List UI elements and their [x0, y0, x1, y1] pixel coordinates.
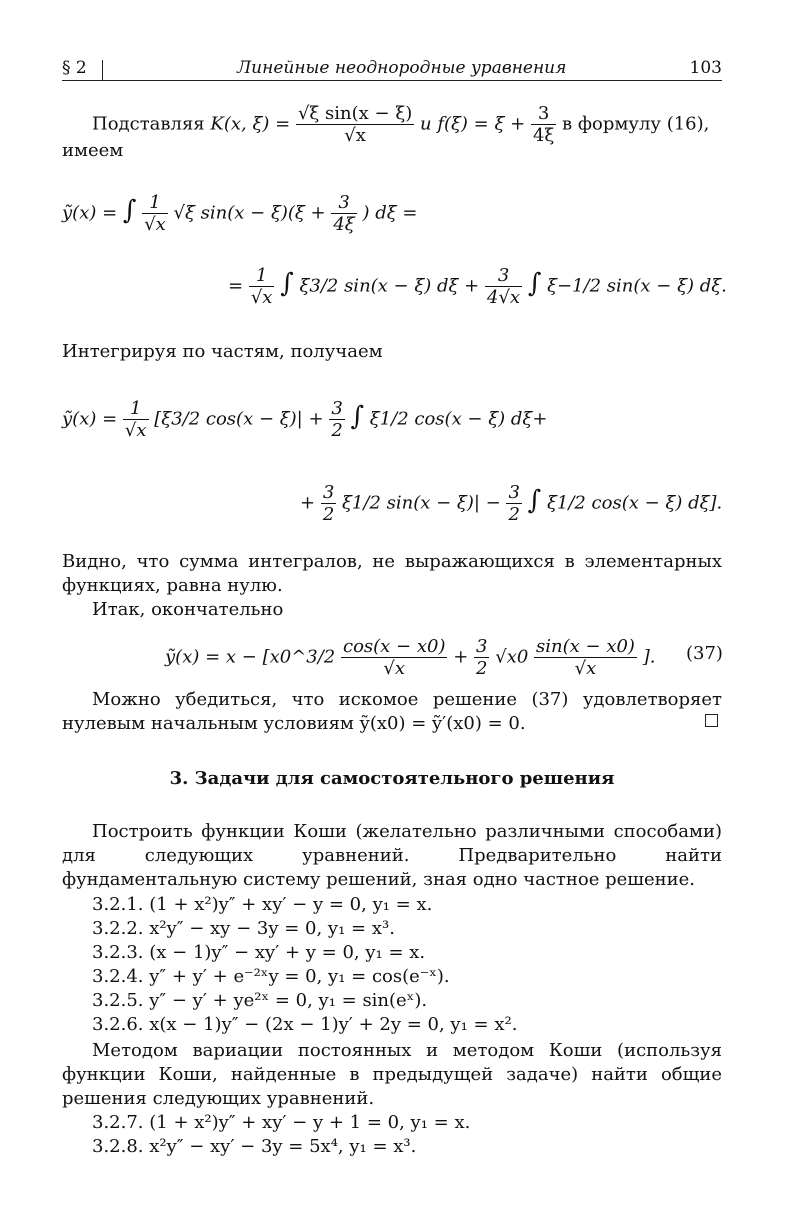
problem-list-1: [92, 893, 517, 1037]
num: 3: [531, 103, 556, 125]
num: 3: [331, 192, 356, 214]
lhs: ỹ(x) = x − [x0^3/2: [165, 646, 336, 668]
para-finally: Итак, окончательно: [92, 599, 284, 620]
problem-item: 3.2.1. (1 + x²)y″ + xy′ − y = 0, y₁ = x.: [92, 894, 433, 915]
frac: [249, 265, 275, 308]
text: Подставляя: [92, 113, 205, 135]
equation-number: (37): [686, 643, 723, 664]
den: √x: [383, 658, 406, 679]
problem-list-2: [92, 1111, 470, 1159]
term: [ξ3/2 cos(x − ξ)|: [154, 408, 303, 430]
frac: [341, 636, 447, 679]
frac: [331, 192, 356, 235]
plus: +: [300, 492, 316, 514]
equation-1: [62, 192, 417, 235]
equation-3: [62, 398, 547, 441]
plus: +: [308, 408, 324, 430]
equation-2: [228, 265, 727, 308]
section-heading: 3. Задачи для самостоятельного решения: [169, 768, 615, 789]
den: √x: [144, 214, 166, 235]
lhs: ỹ(x) =: [62, 408, 118, 430]
problem-item: 3.2.3. (x − 1)y″ − xy′ + y = 0, y₁ = x.: [92, 942, 426, 963]
integral-sign: ∫: [280, 268, 294, 299]
plus: +: [453, 646, 469, 668]
f-def: и f(ξ) = ξ +: [420, 113, 526, 135]
kernel-lhs: K(x, ξ) =: [210, 113, 291, 135]
den: 4√x: [487, 287, 521, 308]
term: ξ−1/2 sin(x − ξ) dξ.: [547, 275, 727, 297]
eq: =: [228, 275, 244, 297]
den: 2: [508, 504, 520, 525]
equation-37: [165, 636, 655, 679]
frac: [123, 398, 149, 441]
den: √x: [344, 125, 366, 146]
term: ξ1/2 cos(x − ξ) dξ+: [369, 408, 548, 430]
problem-item: 3.2.5. y″ − y′ + ye²ˣ = 0, y₁ = sin(eˣ).: [92, 990, 428, 1011]
problem-item: 3.2.7. (1 + x²)y″ + xy′ − y + 1 = 0, y₁ = x.: [92, 1112, 471, 1133]
den: √x: [124, 420, 147, 441]
num: 1: [142, 192, 168, 214]
para-variation: Методом вариации постоянных и методом Коши (используя функции Коши, найденные в предыдущей задаче) найти общие решения следующих уравнений.: [62, 1040, 722, 1109]
problem-item: 3.2.2. x²y″ − xy − 3y = 0, y₁ = x³.: [92, 918, 395, 939]
problem-item: 3.2.4. y″ + y′ + e⁻²ˣy = 0, y₁ = cos(e⁻ˣ).: [92, 966, 450, 987]
problem-item: 3.2.8. x²y″ − xy′ − 3y = 5x⁴, y₁ = x³.: [92, 1136, 417, 1157]
header-divider: [102, 60, 103, 80]
para-verify: Можно убедиться, что искомое решение (37) удовлетворяет нулевым начальным условиям ỹ(x0) = ỹ′(x0) = 0.: [62, 689, 722, 734]
den: 2: [476, 658, 488, 679]
num: 3: [476, 636, 488, 657]
den: 4ξ: [333, 214, 355, 235]
page-number: 103: [689, 58, 722, 78]
den: 2: [331, 420, 343, 441]
integral-sign: ∫: [350, 401, 365, 432]
equation-4: [300, 482, 722, 525]
num: sin(x − x0): [536, 636, 635, 657]
frac: [474, 636, 489, 679]
den: 2: [322, 504, 335, 525]
integrand: √ξ sin(x − ξ)(ξ +: [173, 202, 326, 224]
running-header: [62, 58, 722, 81]
para-imeem: имеем: [62, 140, 124, 161]
lhs: ỹ(x) =: [62, 202, 118, 224]
problem-item: 3.2.6. x(x − 1)y″ − (2x − 1)y′ + 2y = 0, y₁ = x².: [92, 1014, 518, 1035]
frac: [534, 636, 637, 679]
den: √x: [574, 658, 597, 679]
text: в формулу (16),: [562, 113, 710, 135]
para-integrate: Интегрируя по частям, получаем: [62, 341, 383, 362]
para-seen: Видно, что сумма интегралов, не выражающихся в элементарных функциях, равна нулю.: [62, 551, 722, 596]
num: 3: [485, 265, 522, 287]
den: √x: [250, 287, 273, 308]
num: √ξ sin(x − ξ): [297, 103, 413, 124]
integral-sign: ∫: [527, 268, 542, 299]
num: 1: [123, 398, 149, 420]
term: ξ3/2 sin(x − ξ) dξ +: [299, 275, 480, 297]
num: cos(x − x0): [342, 636, 446, 657]
frac: [485, 265, 522, 308]
num: 3: [322, 482, 335, 503]
para-build: Построить функции Коши (желательно различными способами) для следующих уравнений. Предварительно найти фундаментальную систему решений, зная одно частное решение.: [62, 821, 722, 890]
term: √x0: [495, 646, 529, 668]
integral-sign: ∫: [527, 485, 542, 516]
minus: −: [485, 492, 501, 514]
integral-sign: ∫: [122, 195, 137, 226]
frac: [329, 398, 344, 441]
frac: [321, 482, 336, 525]
section-mark: § 2: [62, 58, 87, 78]
num: 1: [249, 265, 275, 287]
bracket: ].: [642, 646, 656, 668]
qed-box: [705, 714, 718, 727]
term: ξ1/2 cos(x − ξ) dξ].: [546, 492, 723, 514]
num: 3: [331, 398, 343, 419]
frac: [142, 192, 168, 235]
den: 4ξ: [532, 125, 555, 146]
frac: [506, 482, 521, 525]
num: 3: [508, 482, 520, 503]
term: ξ1/2 sin(x − ξ)|: [342, 492, 480, 514]
header-title: Линейные неоднородные уравнения: [237, 58, 567, 78]
tail: ) dξ =: [362, 202, 418, 224]
